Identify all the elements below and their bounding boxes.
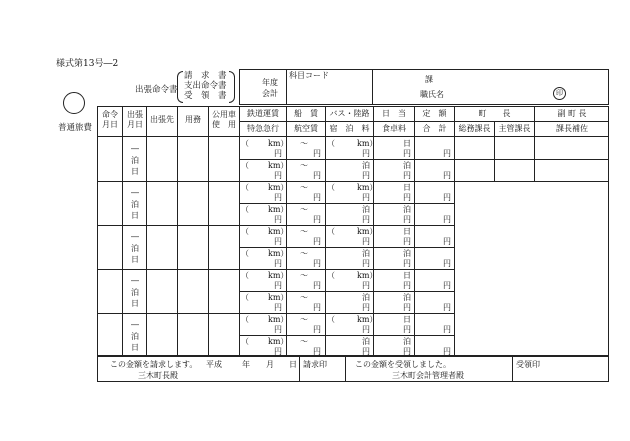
- doc-type-payment-order[interactable]: 支出命令書: [184, 81, 227, 91]
- official-vehicle-field[interactable]: [209, 181, 238, 224]
- yen-unit: 円: [313, 281, 321, 290]
- stamp-box-general-affairs[interactable]: [455, 159, 494, 181]
- col-order-date: 命令 月日: [102, 110, 118, 129]
- km-unit: km）: [357, 227, 378, 236]
- km-open-paren: （: [241, 139, 249, 148]
- yen-unit: 円: [403, 325, 411, 334]
- yen-unit: 円: [403, 215, 411, 224]
- hdr-general-affairs: 総務課長: [458, 124, 491, 133]
- stay-dash: ―: [131, 320, 139, 329]
- col-purpose: 用務: [185, 115, 201, 124]
- yen-unit: 円: [274, 149, 282, 158]
- yen-unit: 円: [443, 347, 451, 356]
- yen-unit: 円: [443, 171, 451, 180]
- stay-nights-mark: 泊: [131, 244, 139, 253]
- km-unit: km）: [268, 227, 289, 236]
- hdr-rail-fare: 鉄道運賃: [247, 109, 279, 118]
- night-unit: 泊: [403, 205, 411, 214]
- hdr-total: 合 計: [422, 124, 447, 133]
- stay-nights-mark: 泊: [131, 200, 139, 209]
- yen-unit: 円: [313, 193, 321, 202]
- yen-unit: 円: [313, 237, 321, 246]
- yen-unit: 円: [274, 171, 282, 180]
- hdr-bus-land: バス・陸路: [329, 109, 370, 118]
- request-statement: この金額を請求します。: [110, 360, 198, 369]
- route-tilde: ～: [300, 293, 308, 302]
- day-unit: 日: [403, 183, 411, 192]
- km-unit: km）: [268, 161, 289, 170]
- destination-field[interactable]: [147, 181, 176, 224]
- hdr-meal: 食卓料: [382, 124, 406, 133]
- yen-unit: 円: [403, 171, 411, 180]
- yen-unit: 円: [443, 237, 451, 246]
- stay-dash: ―: [131, 232, 139, 241]
- account-label: 会計: [262, 89, 278, 98]
- official-vehicle-field[interactable]: [209, 137, 238, 180]
- yen-unit: 円: [362, 171, 370, 180]
- yen-unit: 円: [443, 303, 451, 312]
- order-date-field[interactable]: [98, 269, 121, 312]
- yen-unit: 円: [362, 193, 370, 202]
- request-seal-box[interactable]: [301, 368, 344, 381]
- yen-unit: 円: [362, 259, 370, 268]
- stay-dash: ―: [131, 276, 139, 285]
- yen-unit: 円: [362, 149, 370, 158]
- yen-unit: 円: [443, 215, 451, 224]
- yen-unit: 円: [362, 215, 370, 224]
- hdr-express: 特急急行: [247, 124, 279, 133]
- col-trip-date: 出張 月日: [127, 110, 143, 129]
- day-label: 日: [289, 360, 297, 369]
- yen-unit: 円: [403, 303, 411, 312]
- km-unit: km）: [268, 271, 289, 280]
- yen-unit: 円: [403, 237, 411, 246]
- yen-unit: 円: [313, 149, 321, 158]
- km-open-paren: （: [241, 293, 249, 302]
- yen-unit: 円: [274, 303, 282, 312]
- name-field[interactable]: [452, 88, 552, 100]
- destination-field[interactable]: [147, 313, 176, 356]
- stamp-box-deputy-mayor[interactable]: [535, 137, 609, 159]
- day-unit: 日: [403, 227, 411, 236]
- yen-unit: 円: [274, 215, 282, 224]
- stay-days-mark: 日: [131, 167, 139, 176]
- hdr-section-chief: 主管課長: [498, 124, 531, 133]
- destination-field[interactable]: [147, 225, 176, 268]
- category-label: 普通旅費: [58, 123, 93, 133]
- yen-unit: 円: [274, 325, 282, 334]
- km-open-paren: （: [327, 139, 335, 148]
- yen-unit: 円: [362, 347, 370, 356]
- day-unit: 日: [403, 271, 411, 280]
- km-unit: km）: [268, 315, 289, 324]
- yen-unit: 円: [403, 259, 411, 268]
- yen-unit: 円: [313, 347, 321, 356]
- yen-unit: 円: [274, 259, 282, 268]
- purpose-field[interactable]: [178, 181, 207, 224]
- addressee-mayor: 三木町長殿: [138, 371, 178, 380]
- km-open-paren: （: [241, 271, 249, 280]
- order-date-field[interactable]: [98, 313, 121, 356]
- stay-nights-mark: 泊: [131, 156, 139, 165]
- route-tilde: ～: [300, 227, 308, 236]
- stay-nights-mark: 泊: [131, 332, 139, 341]
- yen-unit: 円: [313, 171, 321, 180]
- route-tilde: ～: [300, 183, 308, 192]
- order-date-field[interactable]: [98, 137, 121, 180]
- purpose-field[interactable]: [178, 137, 207, 180]
- night-unit: 泊: [362, 337, 370, 346]
- yen-unit: 円: [313, 325, 321, 334]
- night-unit: 泊: [362, 205, 370, 214]
- hdr-assistant-chief: 課長補佐: [556, 124, 588, 133]
- order-date-field[interactable]: [98, 225, 121, 268]
- account-code-label: 科目コード: [289, 71, 329, 80]
- night-unit: 泊: [403, 337, 411, 346]
- km-open-paren: （: [327, 183, 335, 192]
- right-bracket-icon: [229, 71, 235, 103]
- km-unit: km）: [357, 315, 378, 324]
- km-unit: km）: [268, 249, 289, 258]
- yen-unit: 円: [403, 347, 411, 356]
- km-unit: km）: [268, 205, 289, 214]
- era-label: 平成: [206, 360, 222, 369]
- stay-days-mark: 日: [131, 299, 139, 308]
- destination-field[interactable]: [147, 137, 176, 180]
- stay-dash: ―: [131, 188, 139, 197]
- night-unit: 泊: [362, 161, 370, 170]
- hdr-ship-fare: 船 賃: [294, 109, 318, 118]
- night-unit: 泊: [362, 249, 370, 258]
- km-open-paren: （: [241, 315, 249, 324]
- night-unit: 泊: [403, 161, 411, 170]
- department-label: 課: [425, 75, 433, 84]
- request-seal-label: 請求印: [303, 360, 327, 369]
- yen-unit: 円: [313, 215, 321, 224]
- stay-days-mark: 日: [131, 343, 139, 352]
- receipt-seal-label: 受領印: [516, 360, 540, 369]
- yen-unit: 円: [362, 281, 370, 290]
- km-unit: km）: [268, 293, 289, 302]
- km-open-paren: （: [241, 205, 249, 214]
- km-unit: km）: [357, 271, 378, 280]
- stay-nights-mark: 泊: [131, 288, 139, 297]
- route-tilde: ～: [300, 205, 308, 214]
- stamp-box-assistant-chief[interactable]: [535, 159, 609, 181]
- seal-icon: 印: [553, 87, 566, 100]
- hdr-airfare: 航空賃: [294, 124, 318, 133]
- km-open-paren: （: [327, 271, 335, 280]
- km-open-paren: （: [241, 227, 249, 236]
- km-open-paren: （: [241, 183, 249, 192]
- km-unit: km）: [357, 183, 378, 192]
- day-unit: 日: [403, 315, 411, 324]
- account-code-field[interactable]: [288, 81, 370, 103]
- yen-unit: 円: [443, 281, 451, 290]
- km-open-paren: （: [327, 227, 335, 236]
- form-number: 様式第13号―2: [56, 59, 119, 69]
- hdr-fixed-amount: 定 額: [422, 109, 447, 118]
- doc-prefix: 出張命令書: [135, 85, 178, 95]
- km-open-paren: （: [241, 337, 249, 346]
- yen-unit: 円: [313, 259, 321, 268]
- route-tilde: ～: [300, 337, 308, 346]
- order-date-field[interactable]: [98, 181, 121, 224]
- km-open-paren: （: [241, 161, 249, 170]
- yen-unit: 円: [313, 303, 321, 312]
- yen-unit: 円: [362, 325, 370, 334]
- km-unit: km）: [268, 337, 289, 346]
- col-official-vehicle: 公用車 使 用: [212, 110, 236, 129]
- stamp-box-section-chief[interactable]: [495, 159, 534, 181]
- km-open-paren: （: [241, 249, 249, 258]
- department-field[interactable]: [376, 72, 424, 84]
- position-name-label: 職氏名: [420, 90, 444, 99]
- purpose-field[interactable]: [178, 313, 207, 356]
- destination-field[interactable]: [147, 269, 176, 312]
- hdr-mayor: 町 長: [478, 109, 511, 118]
- doc-type-receipt[interactable]: 受 領 書: [184, 91, 227, 101]
- addressee-treasurer: 三木町会計管理者殿: [392, 371, 464, 380]
- official-vehicle-field[interactable]: [209, 269, 238, 312]
- km-open-paren: （: [327, 315, 335, 324]
- route-tilde: ～: [300, 315, 308, 324]
- yen-unit: 円: [443, 259, 451, 268]
- yen-unit: 円: [362, 237, 370, 246]
- yen-unit: 円: [443, 325, 451, 334]
- day-unit: 日: [403, 139, 411, 148]
- night-unit: 泊: [403, 293, 411, 302]
- night-unit: 泊: [403, 249, 411, 258]
- official-vehicle-field[interactable]: [209, 225, 238, 268]
- col-destination: 出張先: [150, 115, 174, 124]
- receipt-seal-box[interactable]: [514, 368, 608, 381]
- yen-unit: 円: [403, 193, 411, 202]
- circle-stamp-icon: [63, 92, 85, 114]
- yen-unit: 円: [443, 149, 451, 158]
- fiscal-year-label: 年度: [262, 78, 278, 87]
- night-unit: 泊: [362, 293, 370, 302]
- yen-unit: 円: [403, 281, 411, 290]
- purpose-field[interactable]: [178, 225, 207, 268]
- purpose-field[interactable]: [178, 269, 207, 312]
- left-bracket-icon: [177, 71, 183, 103]
- yen-unit: 円: [274, 347, 282, 356]
- yen-unit: 円: [362, 303, 370, 312]
- yen-unit: 円: [274, 281, 282, 290]
- yen-unit: 円: [443, 193, 451, 202]
- month-label: 月: [266, 360, 274, 369]
- doc-type-request[interactable]: 請 求 書: [184, 71, 227, 81]
- stay-dash: ―: [131, 144, 139, 153]
- km-unit: km）: [268, 183, 289, 192]
- hdr-deputy-mayor: 副 町 長: [557, 109, 587, 118]
- yen-unit: 円: [403, 149, 411, 158]
- hdr-daily-allowance: 日 当: [382, 109, 406, 118]
- stay-days-mark: 日: [131, 255, 139, 264]
- official-vehicle-field[interactable]: [209, 313, 238, 356]
- route-tilde: ～: [300, 271, 308, 280]
- yen-unit: 円: [274, 237, 282, 246]
- hdr-lodging: 宿 泊 料: [329, 124, 370, 133]
- km-unit: km）: [268, 139, 289, 148]
- km-unit: km）: [357, 139, 378, 148]
- route-tilde: ～: [300, 161, 308, 170]
- yen-unit: 円: [274, 193, 282, 202]
- receipt-statement: この金額を受領しました。: [355, 360, 451, 369]
- stay-days-mark: 日: [131, 211, 139, 220]
- year-label: 年: [242, 360, 250, 369]
- route-tilde: ～: [300, 249, 308, 258]
- route-tilde: ～: [300, 139, 308, 148]
